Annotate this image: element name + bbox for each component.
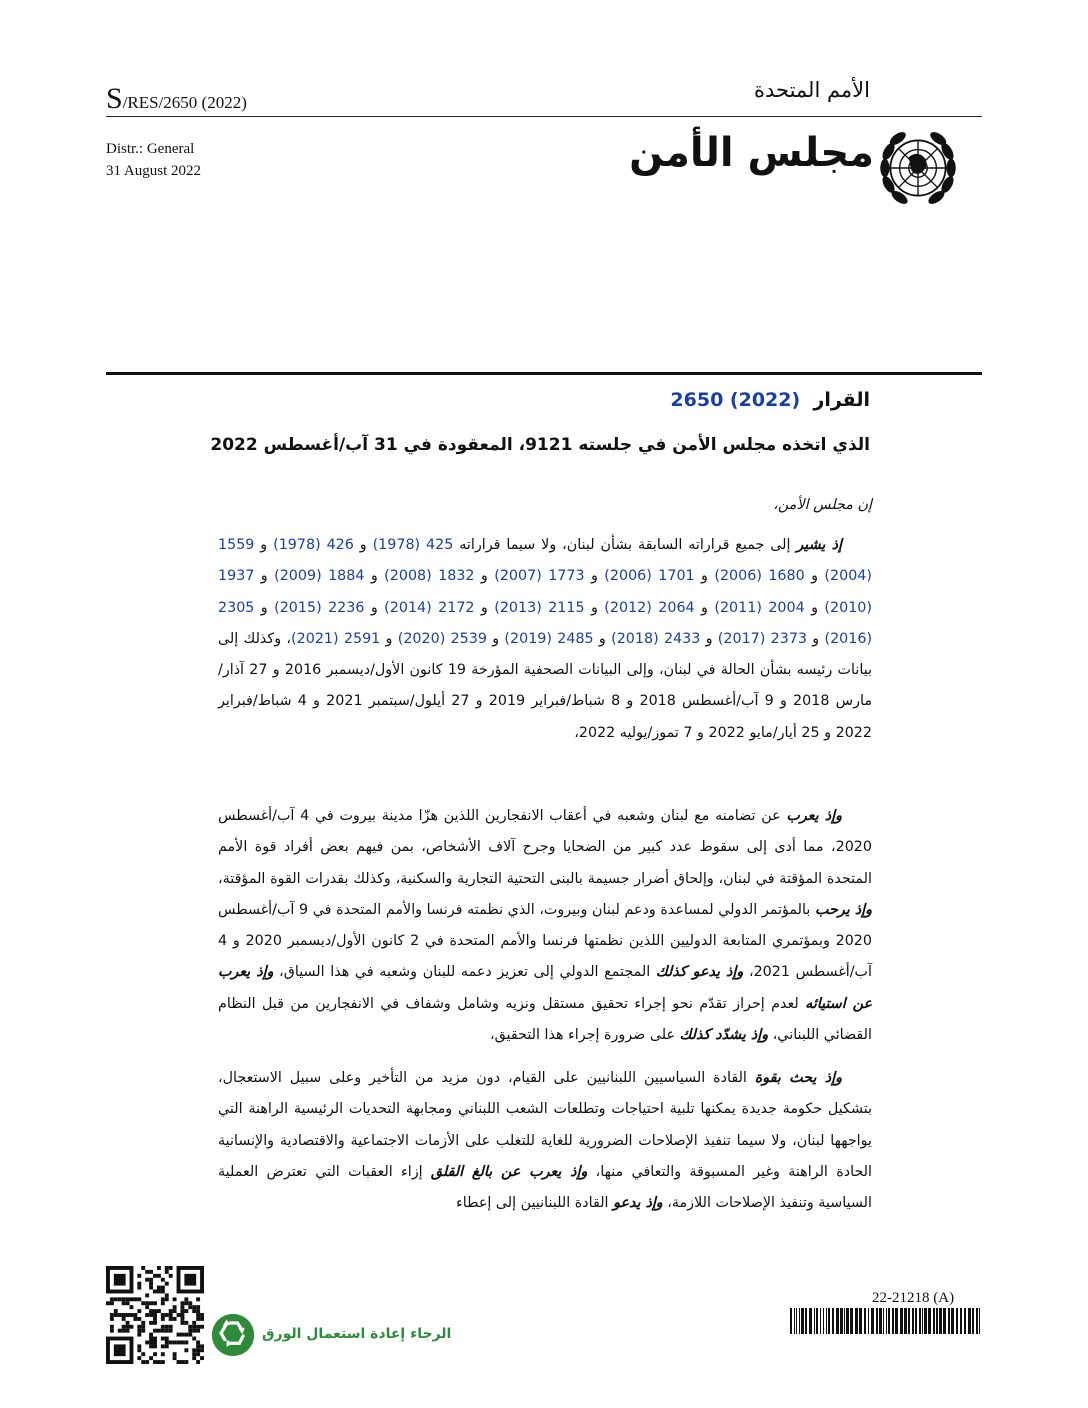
conjunction: و	[584, 568, 605, 585]
conjunction: و	[694, 599, 715, 616]
issue-date: 31 August 2022	[106, 163, 202, 179]
resolution-label: القرار	[813, 389, 870, 411]
conjunction: و	[254, 537, 274, 553]
resolution-link[interactable]: 1884 (2009)	[274, 568, 365, 585]
resolution-link[interactable]: 1680 (2006)	[714, 568, 805, 585]
barcode	[790, 1308, 982, 1334]
conjunction: و	[584, 599, 605, 616]
preamble-text: إن مجلس الأمن،	[773, 497, 872, 513]
resolution-link[interactable]: 1559 (2004)	[218, 537, 872, 585]
p2-em-d: وإذ يعرب عن استيائه	[218, 964, 872, 1012]
document-symbol	[106, 82, 247, 116]
document-number: 22-21218 (A)	[872, 1290, 955, 1306]
resolution-link[interactable]: 2433 (2018)	[611, 630, 701, 647]
recycle-message: الرجاء إعادة استعمال الورق	[262, 1326, 452, 1342]
recycle-icon	[210, 1312, 256, 1358]
resolution-link[interactable]: 2004 (2011)	[714, 599, 805, 616]
p1-text-b: ، وكذلك إلى بيانات رئيسه بشأن الحالة في لبنان، وإلى البيانات الصحفية المؤرخة 19 كانون الأول/ديسمبر 2016 و 27 آذار/مارس 2018 و 9 آب/أغسطس 2018 و 8 شباط/فبراير 2019 و 27 أيلول/سبتمبر 2021 و 4 شباط/فبراير 2022 و 25 أيار/مايو 2022 و 7 تموز/يوليه 2022،	[218, 630, 873, 741]
conjunction: و	[254, 568, 275, 585]
resolution-references	[218, 537, 872, 647]
resolution-link[interactable]: 2115 (2013)	[494, 599, 585, 616]
distribution-block	[106, 138, 201, 182]
paragraph-2	[218, 801, 872, 1051]
conjunction: و	[694, 568, 715, 585]
p2-text-d: لعدم إحراز تقدّم نحو إجراء تحقيق مستقل ونزيه وشامل وشفاف في الانفجارين من قبل النظام القضائي اللبناني،	[218, 995, 872, 1044]
resolution-link[interactable]: 2305 (2016)	[218, 599, 873, 647]
resolution-title	[670, 389, 870, 411]
section-divider	[106, 372, 982, 375]
p1-lead: إذ يشير	[796, 537, 843, 553]
p3-text-a: القادة السياسيين اللبنانيين على القيام، دون مزيد من التأخير وعلى سبيل الاستعجال، بتشكيل حكومة جديدة يمكنها تلبية احتياجات وتطلعات الشعب اللبناني ومجابهة التحديات الرئيسية الراهنة التي يواجهها لبنان، ولا سيما تنفيذ الإصلاحات الضرورية للغاية للتغلب على الأزمات الاجتماعية والاقتصادية والإنسانية الحادة الراهنة وغير المسبوقة والتعافي منها،	[218, 1070, 872, 1180]
p3-lead: وإذ يحث بقوة	[754, 1070, 842, 1086]
p2-text-e: على ضرورة إجراء هذا التحقيق،	[490, 1027, 680, 1044]
resolution-link[interactable]: 1937 (2010)	[218, 568, 872, 616]
preamble	[218, 490, 872, 521]
conjunction: و	[486, 630, 505, 647]
conjunction: و	[380, 630, 398, 647]
p2-em-e: وإذ يشدّد كذلك	[679, 1027, 769, 1044]
p2-text-c: المجتمع الدولي إلى تعزيز دعمه للبنان وشعبه في هذا السياق،	[273, 964, 656, 981]
paragraph-1	[218, 530, 872, 749]
p3-text-c: القادة اللبنانيين إلى إعطاء	[456, 1195, 614, 1212]
header-divider	[106, 116, 982, 117]
resolution-link[interactable]: 2485 (2019)	[504, 630, 594, 647]
resolution-link[interactable]: 2539 (2020)	[397, 630, 487, 647]
conjunction: و	[804, 568, 825, 585]
conjunction: و	[474, 599, 495, 616]
conjunction: و	[254, 599, 275, 616]
conjunction: و	[700, 630, 718, 647]
p2-em-c: وإذ يدعو كذلك	[655, 964, 744, 981]
un-emblem-icon	[872, 122, 964, 214]
p2-text-a: عن تضامنه مع لبنان وشعبه في أعقاب الانفجارين اللذين هزّا مدينة بيروت في 4 آب/أغسطس 2020، مما أدى إلى سقوط عدد كبير من الضحايا وجرح آلاف الأشخاص، بمن فيهم بعض أفراد قوة الأمم المتحدة المؤقتة في لبنان، وإلحاق أضرار جسيمة بالبنى التحتية التجارية والسكنية، وكذلك بقدرات القوة المؤقتة،	[218, 808, 872, 887]
p2-em-b: وإذ يرحب	[814, 901, 873, 918]
paragraph-3	[218, 1063, 872, 1219]
conjunction: و	[593, 630, 612, 647]
conjunction: و	[807, 630, 825, 647]
resolution-link[interactable]: 2236 (2015)	[274, 599, 365, 616]
p2-text-b: بالمؤتمر الدولي لمساعدة ودعم لبنان وبيروت، الذي نظمته فرنسا والأمم المتحدة في 9 آب/أغسطس 2020 وبمؤتمري المتابعة الدوليين اللذين نظمتها فرنسا والأمم المتحدة في 2 كانون الأول/ديسمبر 2020 و 4 آب/أغسطس 2021،	[218, 901, 872, 981]
qr-code	[106, 1266, 204, 1364]
resolution-link[interactable]: 1832 (2008)	[384, 568, 475, 585]
resolution-link[interactable]: 2373 (2017)	[717, 630, 808, 647]
resolution-link[interactable]: 2064 (2012)	[604, 599, 695, 616]
symbol-rest: /RES/2650 (2022)	[122, 93, 247, 112]
resolution-link[interactable]: 425 (1978)	[372, 537, 454, 553]
p1-text-a: إلى جميع قراراته السابقة بشأن لبنان، ولا سيما قراراته	[453, 537, 797, 553]
un-name: الأمم المتحدة	[753, 78, 870, 102]
distribution: Distr.: General	[106, 141, 195, 157]
p3-text-b: إزاء العقبات التي تعترض العملية السياسية وتنفيذ الإصلاحات اللازمة،	[218, 1163, 872, 1212]
p3-em-b: وإذ يعرب عن بالغ القلق	[430, 1163, 588, 1180]
conjunction: و	[364, 568, 385, 585]
resolution-link[interactable]: 2591 (2021)	[291, 630, 381, 647]
resolution-subtitle: الذي اتخذه مجلس الأمن في جلسته 9121، المعقودة في 31 آب/أغسطس 2022	[210, 435, 870, 455]
organ-name: مجلس الأمن	[629, 130, 874, 176]
symbol-letter: S	[106, 82, 123, 115]
p2-lead: وإذ يعرب	[786, 808, 842, 824]
p3-em-c: وإذ يدعو	[613, 1195, 663, 1212]
resolution-link[interactable]: 1773 (2007)	[494, 568, 585, 585]
resolution-link[interactable]: 1701 (2006)	[604, 568, 695, 585]
conjunction: و	[474, 568, 495, 585]
resolution-number: 2650 (2022)	[670, 389, 801, 411]
conjunction: و	[364, 599, 385, 616]
resolution-link[interactable]: 2172 (2014)	[384, 599, 475, 616]
resolution-link[interactable]: 426 (1978)	[273, 537, 354, 553]
conjunction: و	[353, 537, 373, 553]
conjunction: و	[804, 599, 825, 616]
